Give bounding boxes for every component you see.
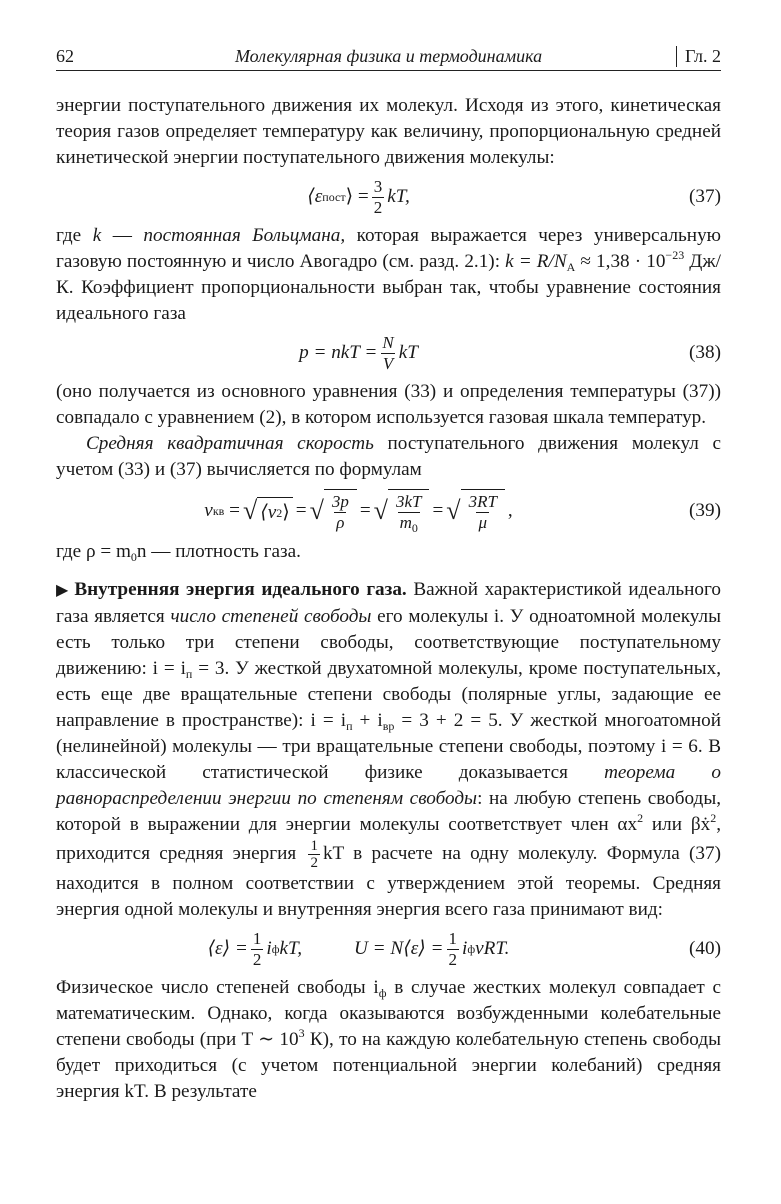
eq38-numerator: N xyxy=(382,332,394,352)
eq39-f2-numerator: 3kT xyxy=(395,492,422,511)
eq37-numerator: 3 xyxy=(373,176,383,196)
paragraph-4 xyxy=(56,431,721,483)
equation-number-39: (39) xyxy=(689,500,721,521)
eq39-sqrt-3-arg xyxy=(388,489,430,533)
p6-sub-n2: п xyxy=(346,719,353,733)
eq39-f1-numerator: 3p xyxy=(331,492,349,511)
p5-text-a: где ρ = m xyxy=(56,541,131,562)
paragraph-2 xyxy=(56,223,721,327)
equation-number-37: (37) xyxy=(689,186,721,207)
eq39-sqrt-1-arg: ⟨v 2 ⟩ xyxy=(257,497,293,526)
p2-text-a: где xyxy=(56,225,93,246)
p6-text-c: = 3. У жесткой двухатомной молекулы, кроме поступательных, есть еще две вращательные степени свободы (полярные углы, задающие ее направление в пространстве): i = i xyxy=(56,658,722,731)
eq39-equals-2: = xyxy=(295,500,307,521)
p6-half-denominator: 2 xyxy=(310,855,318,871)
eq37-lhs-close: ⟩ = xyxy=(345,186,369,207)
term-rms-speed: Средняя квадратичная скорость xyxy=(86,433,374,454)
p7-text-b: в случае жестких молекул совпадает с математическим. Однако, когда оказываются возбужденными колебательные степени свободы (при T ∼ 10 xyxy=(56,977,721,1050)
page-body xyxy=(56,93,721,1105)
eq40-u: U = N⟨ε⟩ = xyxy=(354,938,444,959)
eq40-a: ⟨ε⟩ = xyxy=(207,938,248,959)
eq39-equals-1: = xyxy=(229,500,240,521)
eq38-rhs: kT xyxy=(398,342,418,363)
p2-text-b: — xyxy=(101,225,144,246)
term-equipartition-theorem: теорема о равнораспределении энергии по степеням свободы xyxy=(56,762,721,809)
paragraph-6 xyxy=(56,577,721,923)
p5-text-b: n — плотность газа. xyxy=(136,541,301,562)
eq38-denominator: V xyxy=(382,353,394,373)
paragraph-5 xyxy=(56,539,721,565)
eq40-f1-numerator: 1 xyxy=(252,928,262,948)
eq39-sqrt-1 xyxy=(243,497,293,526)
eq40-kt: kT, xyxy=(279,938,303,959)
p2-exponent: −23 xyxy=(665,248,685,262)
equation-38 xyxy=(56,327,721,379)
p7-sub: ф xyxy=(378,986,387,1000)
eq39-sqrt-2 xyxy=(310,489,357,533)
eq39-f1-denominator: ρ xyxy=(336,513,345,532)
p6-text-i: kT в расчете на одну молекулу. Формула (37) находится в полном соответствии с утверждением этой теоремы. Средняя энергия одной молекулы и внутренняя энергия всего газа принимают вид: xyxy=(56,842,721,920)
eq39-mean-v: ⟨v xyxy=(260,501,277,523)
eq40-fraction-1 xyxy=(251,929,264,970)
p2-formula: k = R/N xyxy=(505,251,567,272)
equation-number-40: (40) xyxy=(689,938,721,959)
eq39-equals-3: = xyxy=(359,500,371,521)
eq39-f2-den-sub: 0 xyxy=(411,521,418,535)
term-degrees-of-freedom: число степеней свободы xyxy=(170,606,372,627)
eq37-rhs: kT, xyxy=(387,186,410,207)
p6-text-d: + i xyxy=(352,710,383,731)
page-number: 62 xyxy=(56,46,74,66)
eq38-lhs: p = nkT = xyxy=(299,342,378,363)
eq39-mean-v-close: ⟩ xyxy=(282,501,290,523)
paragraph-3: (оно получается из основного уравнения (33) и определения температуры (37)) совпадало с уравнением (2), в котором используется газовая шкала температур. xyxy=(56,381,721,428)
eq39-lhs: v xyxy=(204,500,213,521)
paragraph-7 xyxy=(56,975,721,1105)
eq39-f3-numerator: 3RT xyxy=(468,492,497,511)
equation-37 xyxy=(56,171,721,223)
p2-formula-sub: A xyxy=(566,260,576,274)
eq39-equals-4: = xyxy=(432,500,444,521)
p6-text-f: : на любую степень свободы, которой в выражении для энергии молекулы соответствует член αx xyxy=(56,788,722,835)
eq39-f3-denominator: μ xyxy=(478,513,487,532)
radical-sign: √ xyxy=(373,496,388,525)
p6-half-numerator: 1 xyxy=(310,838,318,854)
eq39-fraction-2 xyxy=(394,492,424,533)
p2-text-d: ≈ 1,38 · 10 xyxy=(575,251,666,272)
p2-k-symbol: k xyxy=(92,225,102,246)
paragraph-1: энергии поступательного движения их молекул. Исходя из этого, кинетическая теория газов определяет температуру как величину, пропорциональную средней кинетической энергии поступательного движения молекулы: xyxy=(56,95,721,168)
equation-39-body: v кв = √ ⟨v 2 ⟩ = √ $\frac{3p}{\rho}$ = √ $\frac{3kT}{m_0}$ = √ $\frac{3RT}{\mu}$ , xyxy=(56,483,661,539)
p5-sub: 0 xyxy=(130,550,137,564)
p6-text-h: , приходится средняя энергия xyxy=(56,814,721,864)
p6-text-e: = 3 + 2 = 5. У жесткой многоатомной (нелинейной) молекулы — три вращательные степени свободы, поэтому i = 6. В классической статистической физике доказывается xyxy=(56,710,722,783)
eq40-fraction-2 xyxy=(447,929,460,970)
p6-sub-n: п xyxy=(185,667,193,681)
p6-half-fraction xyxy=(308,838,320,871)
radical-sign: √ xyxy=(309,496,324,525)
radical-sign: √ xyxy=(446,496,461,525)
p2-text-e: Дж/К. Коэффициент пропорциональности выбран так, чтобы уравнение состояния идеального газа xyxy=(56,251,721,324)
eq40-i: i xyxy=(266,938,272,959)
equation-39 xyxy=(56,483,721,539)
p7-text-c: К), то на каждую колебательную степень свободы будет приходиться (с учетом потенциальной энергии колебаний) средняя энергия kT. В результате xyxy=(56,1029,721,1102)
eq40-f2-denominator: 2 xyxy=(448,949,458,969)
eq38-fraction xyxy=(380,333,395,374)
radical-sign: √ xyxy=(242,496,258,525)
eq37-fraction xyxy=(372,177,385,218)
p6-sup-2: 2 xyxy=(710,811,717,825)
book-page xyxy=(56,44,721,1105)
eq39-tail: , xyxy=(507,500,513,521)
eq40-f1-denominator: 2 xyxy=(252,949,262,969)
term-boltzmann-constant: постоянная Больцмана, xyxy=(143,225,346,246)
eq39-sqrt-2-arg xyxy=(324,489,357,533)
eq39-fraction-3 xyxy=(467,492,499,533)
running-header xyxy=(56,44,721,71)
running-title: Молекулярная физика и термодинамика xyxy=(234,46,543,66)
chapter-label: Гл. 2 xyxy=(676,46,721,67)
p6-text-g: или βẋ xyxy=(643,814,711,835)
p7-text-a: Физическое число степеней свободы i xyxy=(56,977,379,998)
eq39-sqrt-4 xyxy=(446,489,505,533)
p7-sup: 3 xyxy=(298,1026,305,1040)
equation-number-38: (38) xyxy=(689,342,721,363)
p4-text: поступательного движения молекул с учетом (33) и (37) вычисляется по формулам xyxy=(56,433,721,480)
eq39-sqrt-3 xyxy=(374,489,430,533)
eq39-f2-denominator xyxy=(398,512,420,533)
p6-sub-vr: вр xyxy=(382,719,395,733)
section-marker-icon: ▶ xyxy=(56,582,69,599)
section-heading: Внутренняя энергия идеального газа. xyxy=(74,579,407,600)
equation-40 xyxy=(56,923,721,975)
eq37-lhs: ⟨ε xyxy=(307,186,323,207)
eq40-f2-numerator: 1 xyxy=(448,928,458,948)
eq39-f2-den-symbol: m xyxy=(399,513,412,532)
equation-38-body xyxy=(56,327,661,379)
eq40-i2: i xyxy=(462,938,468,959)
p2-text-c: которая выражается через универсальную газовую постоянную и число Авогадро (см. разд. 2.1): xyxy=(56,225,721,272)
eq37-denominator: 2 xyxy=(373,197,383,217)
eq39-fraction-1 xyxy=(330,492,351,533)
p6-text-a: Важной характеристикой идеального газа является xyxy=(56,579,721,627)
equation-40-body: ⟨ε⟩ = $\frac{1}{2}$ i ф kT, U = N⟨ε⟩ = $\frac{1}{2}$ i ф νRT. xyxy=(207,928,510,969)
eq40-nurt: νRT. xyxy=(475,938,510,959)
equation-37-body: ⟨ε пост ⟩ = $\frac{3}{2}$ kT, xyxy=(307,176,410,217)
p6-sup-1: 2 xyxy=(637,811,644,825)
p6-text-b: его молекулы i. У одноатомной молекулы есть только три степени свободы, соответствующие поступательному движению: i = i xyxy=(56,606,721,679)
eq39-sqrt-4-arg xyxy=(461,489,505,533)
